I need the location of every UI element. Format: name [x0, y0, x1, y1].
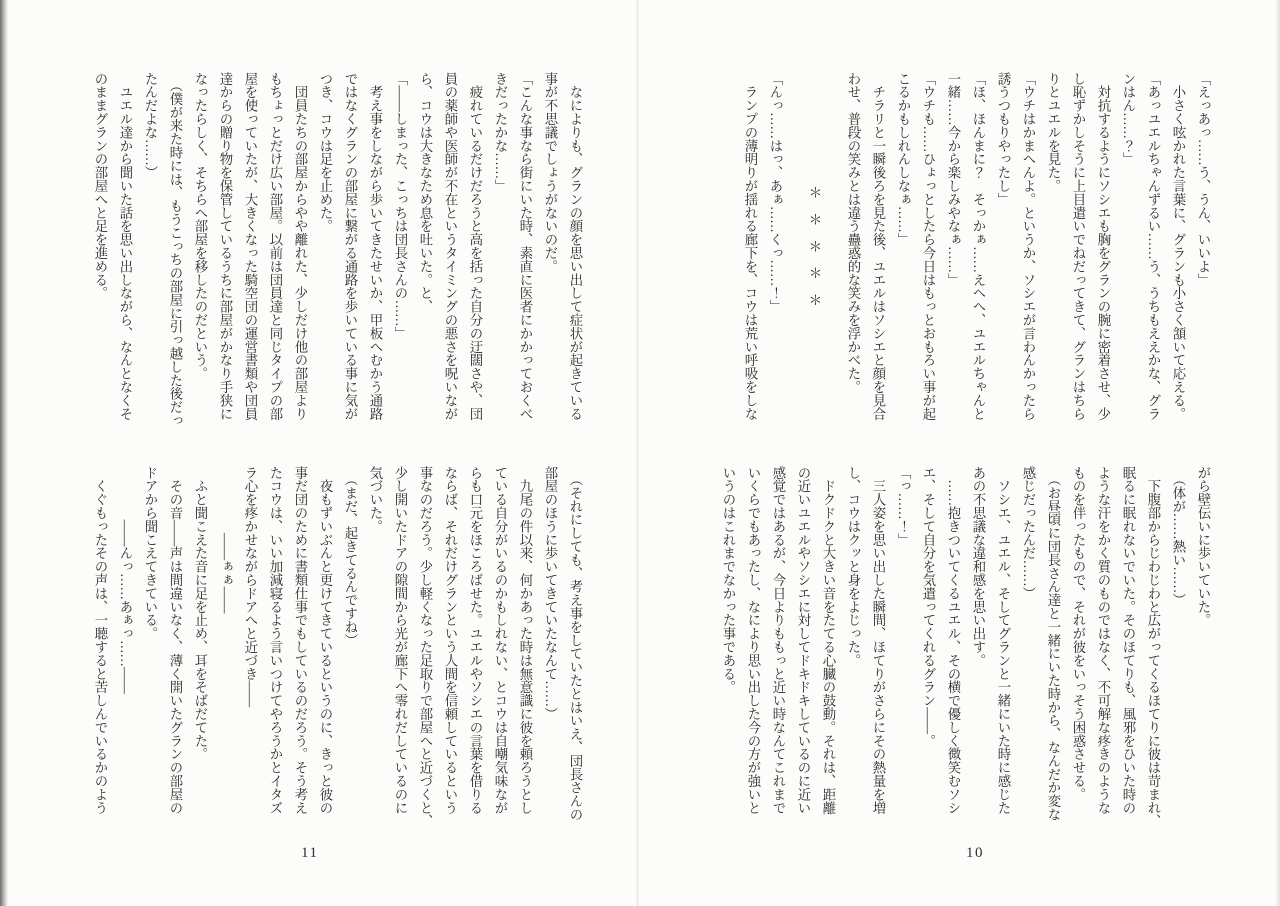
text-column: なによりも、グランの顔を思い出して症状が起きている [568, 72, 583, 421]
text-column: きだったかな……」 [493, 72, 508, 193]
text-column: なったらしく、そちらへ部屋を移したのだという。 [193, 72, 208, 381]
text-column: （お昼頃に団長さん達と一緒にいた時から、なんだか変な [1046, 466, 1061, 822]
text-column: ユエル達から聞いた話を思い出しながら、なんとなくそ [118, 72, 133, 421]
text-column: 「――しまった、こっちは団長さんの……」 [393, 72, 408, 340]
scene-separator-column: ＊ ＊ ＊ ＊ ＊ [807, 185, 822, 307]
text-column: （体が……熱い……） [1171, 466, 1186, 607]
page-10-top-text-block [738, 72, 1216, 420]
text-column: 「こんな事なら街にいた時、素直に医者にかかっておくべ [518, 72, 533, 421]
text-column: たコウは、いい加減寝るよう言いつけてやろうかとイタズ [268, 466, 283, 815]
text-column: 夜もずいぶんと更けてきているというのに、きっと彼の [318, 466, 333, 815]
text-column: し恥ずかしそうに上目遣いでねだってきて、グランはちら [1071, 72, 1086, 421]
text-column: ドクドクと大きい音をたてる心臓の鼓動。それは、距離 [821, 466, 836, 815]
text-column: 事なのだろう。少し軽くなった足取りで部屋へと近づくと、 [418, 466, 433, 828]
text-column: （それにしても、考え事をしていたとはいえ、団長さんの [568, 466, 583, 822]
text-column: 「あっユエルちゃんずるい……う、うちもええかな、グラ [1146, 72, 1161, 421]
text-column: ラ心を疼かせながらドアへと近づき―― [243, 466, 258, 708]
text-column: 部屋のほうに歩いてきていたなんて……） [543, 466, 558, 721]
text-column: 「ウチも……ひょっとしたら今日はもっとおもろい事が起 [921, 72, 936, 421]
text-column: 九尾の件以来、何かあった時は無意識に彼を頼ろうとし [518, 466, 533, 815]
text-column: 一緒……今から楽しみやなぁ……」 [946, 72, 961, 287]
text-column: 対抗するようにソシエも胸をグランの腕に密着させ、少 [1096, 72, 1111, 421]
page-11-top-text-block [88, 72, 588, 428]
page-number: 10 [966, 845, 984, 861]
text-column: 事が不思議でしょうがないのだ。 [543, 72, 558, 273]
text-column: いうのはこれまでなかった事である。 [721, 466, 736, 694]
page-number: 11 [301, 845, 319, 861]
text-column: りとユエルを見た。 [1046, 72, 1061, 193]
text-column: がら壁伝いに歩いていた。 [1196, 466, 1211, 627]
text-column: ドアから聞こえてきている。 [143, 466, 158, 641]
text-column: 小さく呟かれた言葉に、グランも小さく頷いて応える。 [1171, 72, 1186, 421]
text-column: くぐもったその声は、一聴すると苦しんでいるかのよう [93, 466, 108, 815]
text-column: ている自分がいるのかもしれない、とコウは自嘲気味なが [493, 466, 508, 815]
text-column: （僕が来た時には、もうこっちの部屋に引っ越した後だっ [168, 72, 183, 428]
text-column: つき、コウは足を止めた。 [318, 72, 333, 233]
text-column: ものを伴ったもので、それが彼をいっそう困惑させる。 [1071, 466, 1086, 801]
page-10 [640, 0, 1280, 906]
text-column: 「ウチはかまへんよ。というか、ソシエが言わんかったら [1021, 72, 1036, 421]
text-column: たんだよな……） [143, 72, 158, 180]
text-column: エ、そして自分を気遣ってくれるグラン――。 [921, 466, 936, 748]
text-column: 達からの贈り物を保管しているうちに部屋がかなり手狭に [218, 72, 233, 421]
text-column: 誘うつもりやったし」 [996, 72, 1011, 206]
text-column: ……抱きついてくるユエル、その横で優しく微笑むソシ [946, 466, 961, 815]
text-column: 事だ団のために書類仕事でもしているのだろう。そう考え [293, 466, 308, 815]
text-column: ソシエ、ユエル、そしてグランと一緒にいた時に感じた [996, 466, 1011, 815]
text-column: 考え事をしながら歩いてきたせいか、甲板へむかう通路 [368, 72, 383, 421]
text-column: 「えっあっ……う、うん、いいよ」 [1196, 72, 1211, 287]
text-column: ランプの薄明りが揺れる廊下を、コウは荒い呼吸をしな [743, 72, 758, 421]
text-column: 団員たちの部屋からやや離れた、少しだけ他の部屋より [293, 72, 308, 421]
text-column: 「っ……！」 [896, 466, 911, 547]
text-column: （まだ、起きてるんですね） [343, 466, 358, 647]
text-column: ふと聞こえた音に足を止め、耳をそばだてた。 [193, 466, 208, 761]
text-column: 眠るに眠れないでいた。そのほてりも、風邪をひいた時の [1121, 466, 1136, 815]
text-column: 三人姿を思い出した瞬間、ほてりがさらにその熱量を増 [871, 466, 886, 815]
text-column: ような汗をかく質のものではなく、不可解な疼きのような [1096, 466, 1111, 815]
text-column: 感じだったんだ……） [1021, 466, 1036, 600]
text-column: チラリと一瞬後ろを見た後、ユエルはソシエと顔を見合 [871, 72, 886, 421]
text-column: いくらでもあったし、なにより思い出した今の方が強いと [746, 466, 761, 815]
text-column: ――んっ……あぁっ……―― [118, 466, 133, 694]
text-column: 員の薬師や医師が不在というタイミングの悪さを呪いなが [443, 72, 458, 421]
text-column: し、コウはクッと身をよじった。 [846, 466, 861, 667]
text-column: ならば、それだけグランという人間を信頼しているという [443, 466, 458, 815]
text-column: もちょっとだけ広い部屋。以前は団員達と同じタイプの部 [268, 72, 283, 421]
text-column: わせ、普段の笑みとは違う蠱惑的な笑みを浮かべた。 [846, 72, 861, 394]
text-column: こるかもしれんしなぁ……」 [896, 72, 911, 247]
text-column: のままグランの部屋へと足を進める。 [93, 72, 108, 300]
text-column: 下腹部からじわじわと広がってくるほてりに彼は苛まれ、 [1146, 466, 1161, 828]
text-column: 屋を使っていたが、大きくなった騎空団の運営書類や団員 [243, 72, 258, 421]
text-column: 感覚ではあるが、今日よりももっと近い時なんてこれまで [771, 466, 786, 815]
text-column: あの不思議な違和感を思い出す。 [971, 466, 986, 667]
text-column: その音――声は間違いなく、薄く開いたグランの部屋の [168, 466, 183, 815]
text-column: の近いユエルやソシエに対してドキドキしているのに近い [796, 466, 811, 815]
page-11-bottom-text-block [88, 466, 588, 828]
text-column: 少し開いたドアの隙間から光が廊下へ零れだしているのに [393, 466, 408, 815]
text-column: ――ぁぁ―― [218, 466, 233, 614]
text-column: ら、コウは大きなため息を吐いた。と、 [418, 72, 433, 314]
text-column: ではなくグランの部屋に繋がる通路を歩いている事に気が [343, 72, 358, 421]
text-column: 「んっ……はっ、あぁ……くっ……！」 [768, 72, 783, 314]
text-column: 気づいた。 [368, 466, 383, 533]
text-column: 「ほ、ほんまに？ そっかぁ……えへへ、ユエルちゃんと [971, 72, 986, 421]
text-column: 疲れているだけだろうと高を括った自分の迂闊さや、団 [468, 72, 483, 421]
text-column: らも口元をほころばせた。ユエルやソシエの言葉を借りる [468, 466, 483, 815]
page-10-bottom-text-block [716, 466, 1216, 828]
text-column: ンはん……？」 [1121, 72, 1136, 166]
